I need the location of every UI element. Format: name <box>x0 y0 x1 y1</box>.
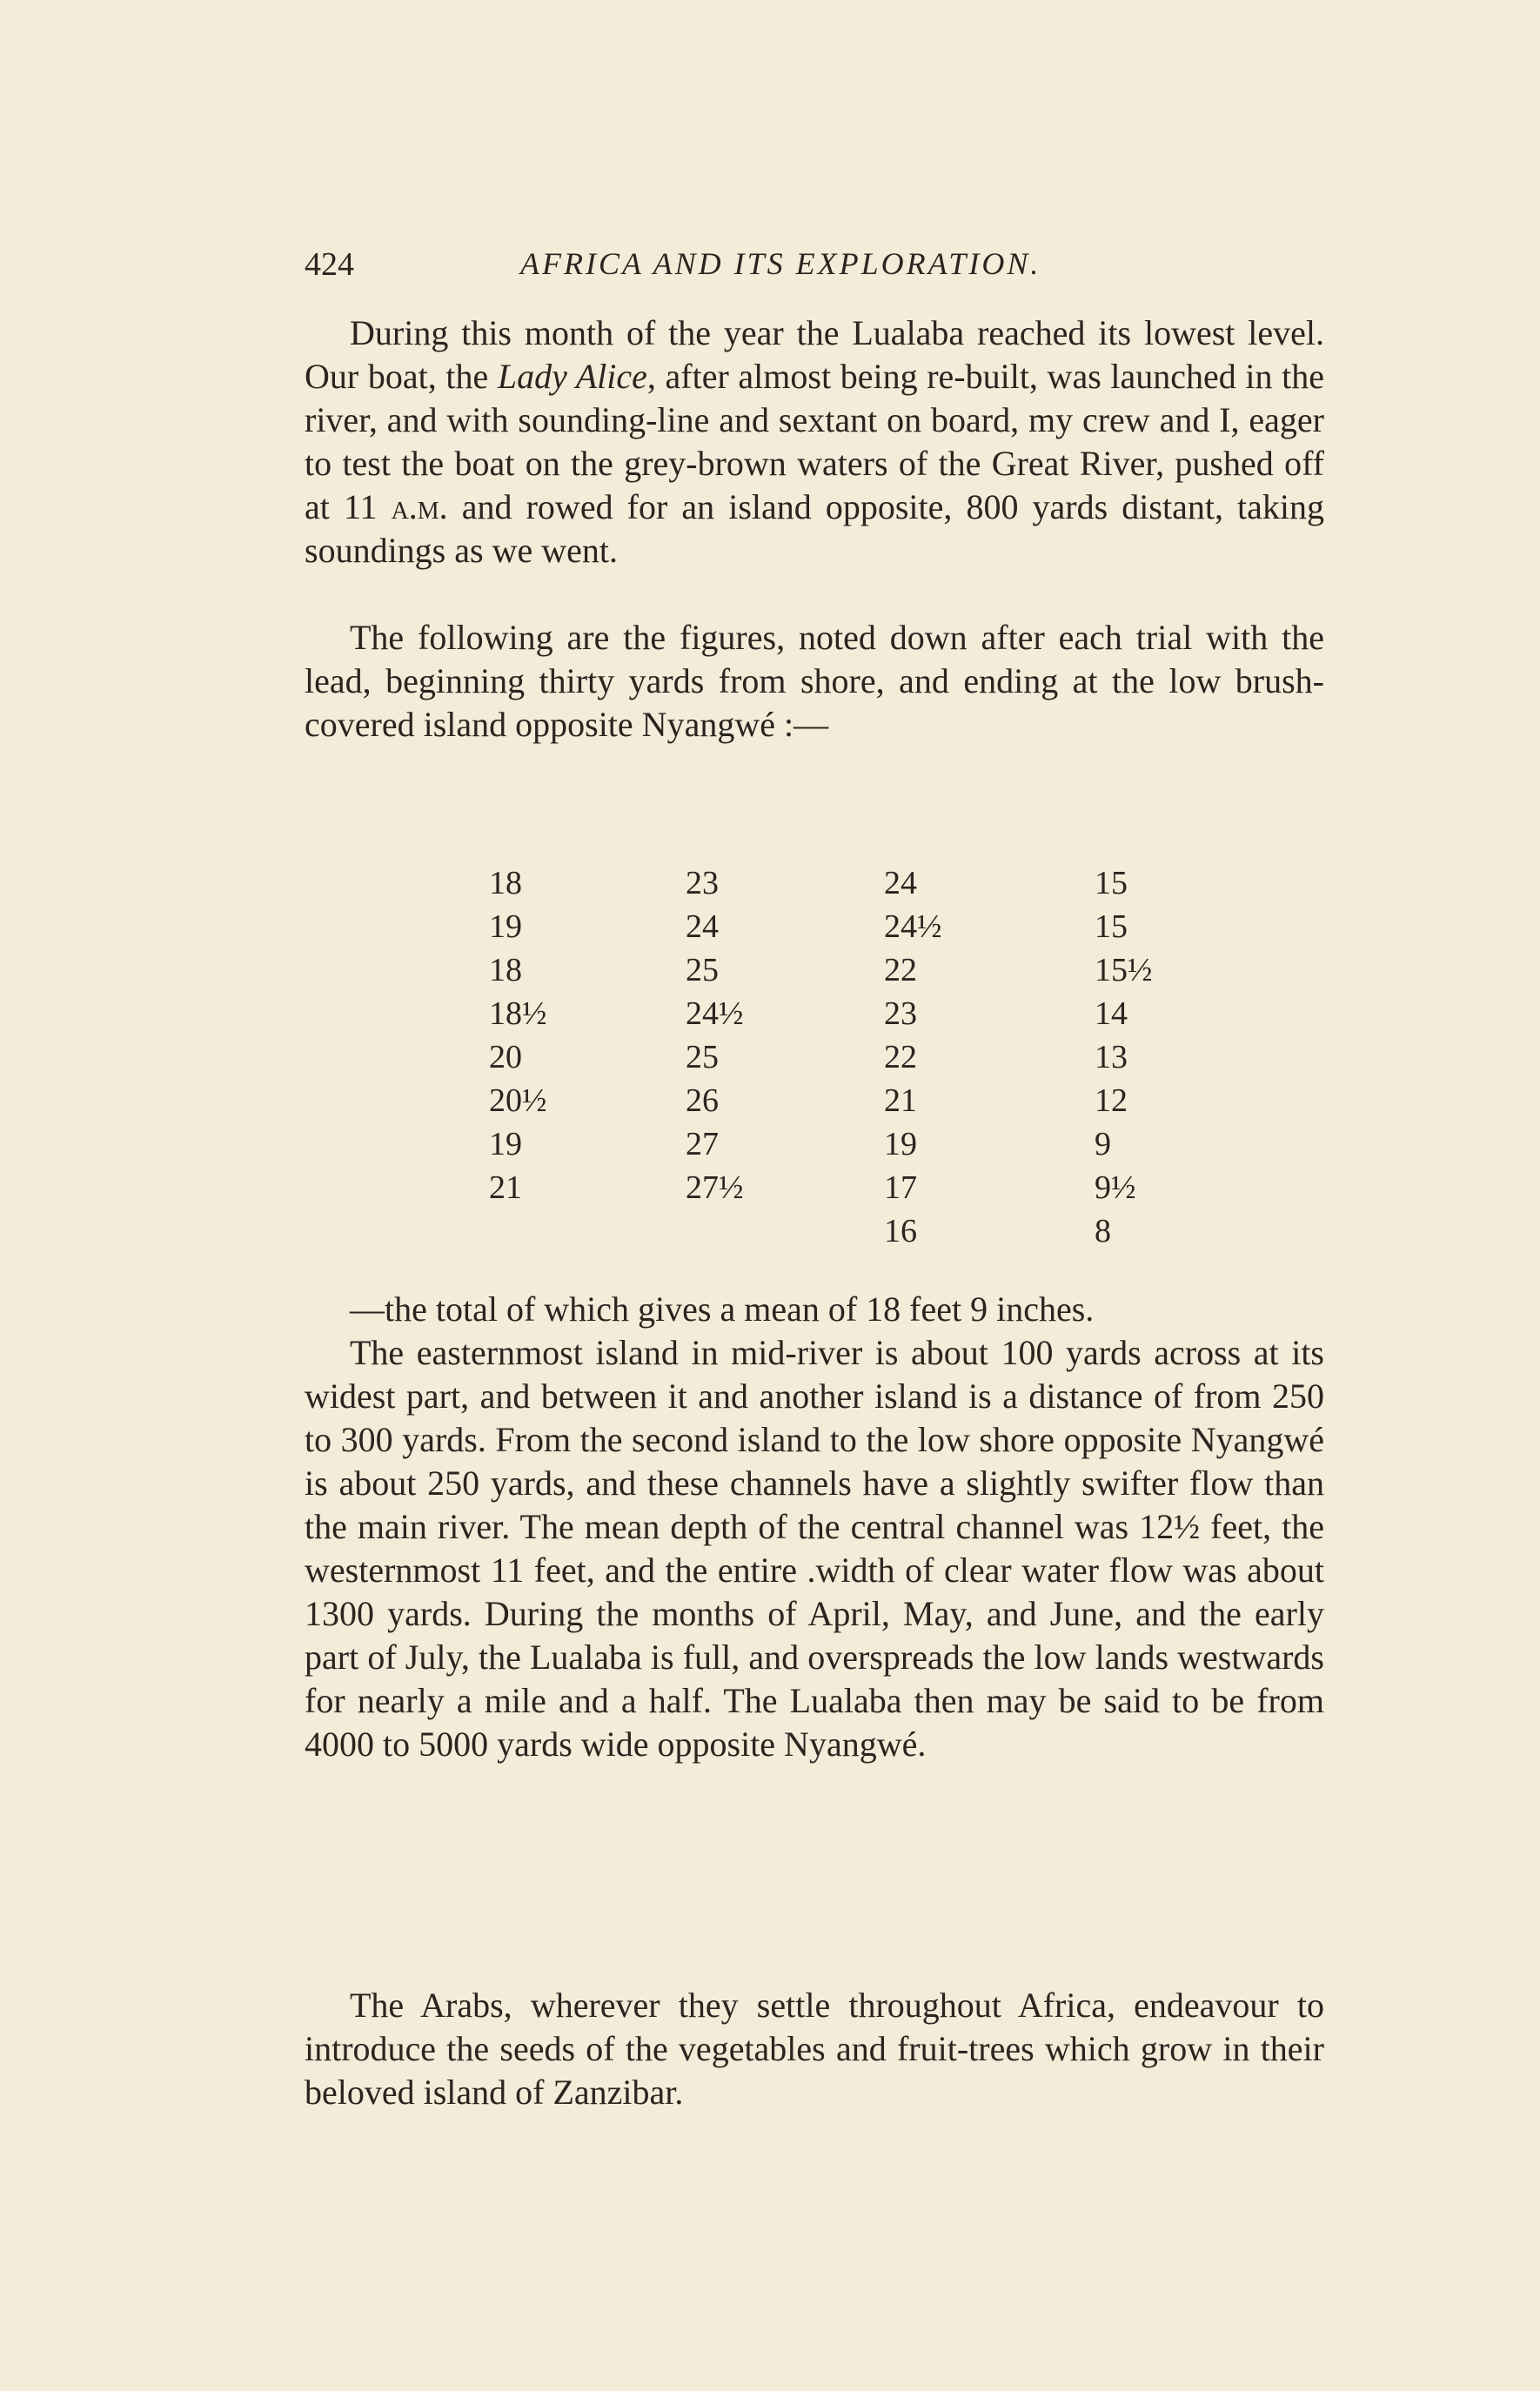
sounding-value: 8 <box>1095 1213 1111 1249</box>
running-title: AFRICA AND ITS EXPLORATION. <box>520 246 1041 281</box>
sounding-value: 15 <box>1095 908 1128 945</box>
sounding-value: 15 <box>1095 865 1128 901</box>
sounding-value: 15½ <box>1095 952 1153 988</box>
time-abbreviation: a.m. <box>391 487 448 526</box>
sounding-value: 21 <box>489 1169 522 1206</box>
sounding-value: 22 <box>884 1039 917 1075</box>
sounding-value: 9½ <box>1095 1169 1136 1206</box>
soundings-column-4 <box>1095 861 1153 1253</box>
paragraph-arab-settlements: The Arabs, wherever they settle throughout Africa, endeavour to introduce the seeds of the vegetables and fruit-trees which grow in their beloved island of Zanzibar. <box>305 1986 1324 2112</box>
sounding-value: 13 <box>1095 1039 1128 1075</box>
sounding-value: 23 <box>686 865 719 901</box>
sounding-value: 24½ <box>884 908 942 945</box>
sounding-value: 26 <box>686 1082 719 1119</box>
sounding-value: 22 <box>884 952 917 988</box>
page-number: 424 <box>305 246 354 283</box>
paragraph-text: , after almost being re-built, was launched in the river, and with sounding-line and sextant on board, my crew and I, eager to test the boat on the grey-brown waters of the Great River, pushed off at 11 <box>305 357 1324 526</box>
soundings-column-1 <box>489 861 547 1209</box>
soundings-column-2 <box>686 861 744 1209</box>
sounding-value: 24 <box>686 908 719 945</box>
sounding-value: 27 <box>686 1126 719 1162</box>
sounding-value: 18 <box>489 865 522 901</box>
soundings-column-3 <box>884 861 942 1253</box>
sounding-value: 19 <box>884 1126 917 1162</box>
paragraph-islands-channels: The easternmost island in mid-river is about 100 yards across at its widest part, and between it and another island is a distance of from 250 to 300 yards. From the second island to the low shore opposite Nyangwé is about 250 yards, and these channels have a slightly swifter flow than the main river. The mean depth of the central channel was 12½ feet, the westernmost 11 feet, and the entire .width of clear water flow was about 1300 yards. During the months of April, May, and June, and the early part of July, the Lualaba is full, and overspreads the low lands westwards for nearly a mile and a half. The Lualaba then may be said to be from 4000 to 5000 yards wide opposite Nyangwé. <box>305 1333 1324 1764</box>
sounding-value: 21 <box>884 1082 917 1119</box>
soundings-table <box>305 861 1324 1262</box>
sounding-value: 20 <box>489 1039 522 1075</box>
sounding-value: 27½ <box>686 1169 744 1206</box>
sounding-value: 16 <box>884 1213 917 1249</box>
sounding-value: 17 <box>884 1169 917 1206</box>
paragraph-text: During this month of the year the Lualaba reached its lowest level. Our boat, the <box>305 313 1324 396</box>
sounding-value: 9 <box>1095 1126 1111 1162</box>
sounding-value: 20½ <box>489 1082 547 1119</box>
paragraph-boat-launch <box>305 311 1324 573</box>
sounding-value: 18½ <box>489 995 547 1032</box>
boat-name: Lady Alice <box>497 357 647 396</box>
sounding-value: 24 <box>884 865 917 901</box>
sounding-value: 19 <box>489 908 522 945</box>
sounding-value: 12 <box>1095 1082 1128 1119</box>
page-header <box>305 245 1322 289</box>
sounding-value: 19 <box>489 1126 522 1162</box>
sounding-value: 24½ <box>686 995 744 1032</box>
paragraph-text: and rowed for an island opposite, 800 yards distant, taking soundings as we went. <box>305 487 1325 570</box>
paragraph-mean-depth: —the total of which gives a mean of 18 feet 9 inches. <box>350 1289 1095 1329</box>
sounding-value: 25 <box>686 1039 719 1075</box>
sounding-value: 25 <box>686 952 719 988</box>
sounding-value: 14 <box>1095 995 1128 1032</box>
sounding-value: 23 <box>884 995 917 1032</box>
paragraph-soundings-intro: The following are the figures, noted down after each trial with the lead, beginning thirty yards from shore, and ending at the low brush-covered island opposite Nyangwé :— <box>305 618 1324 744</box>
sounding-value: 18 <box>489 952 522 988</box>
